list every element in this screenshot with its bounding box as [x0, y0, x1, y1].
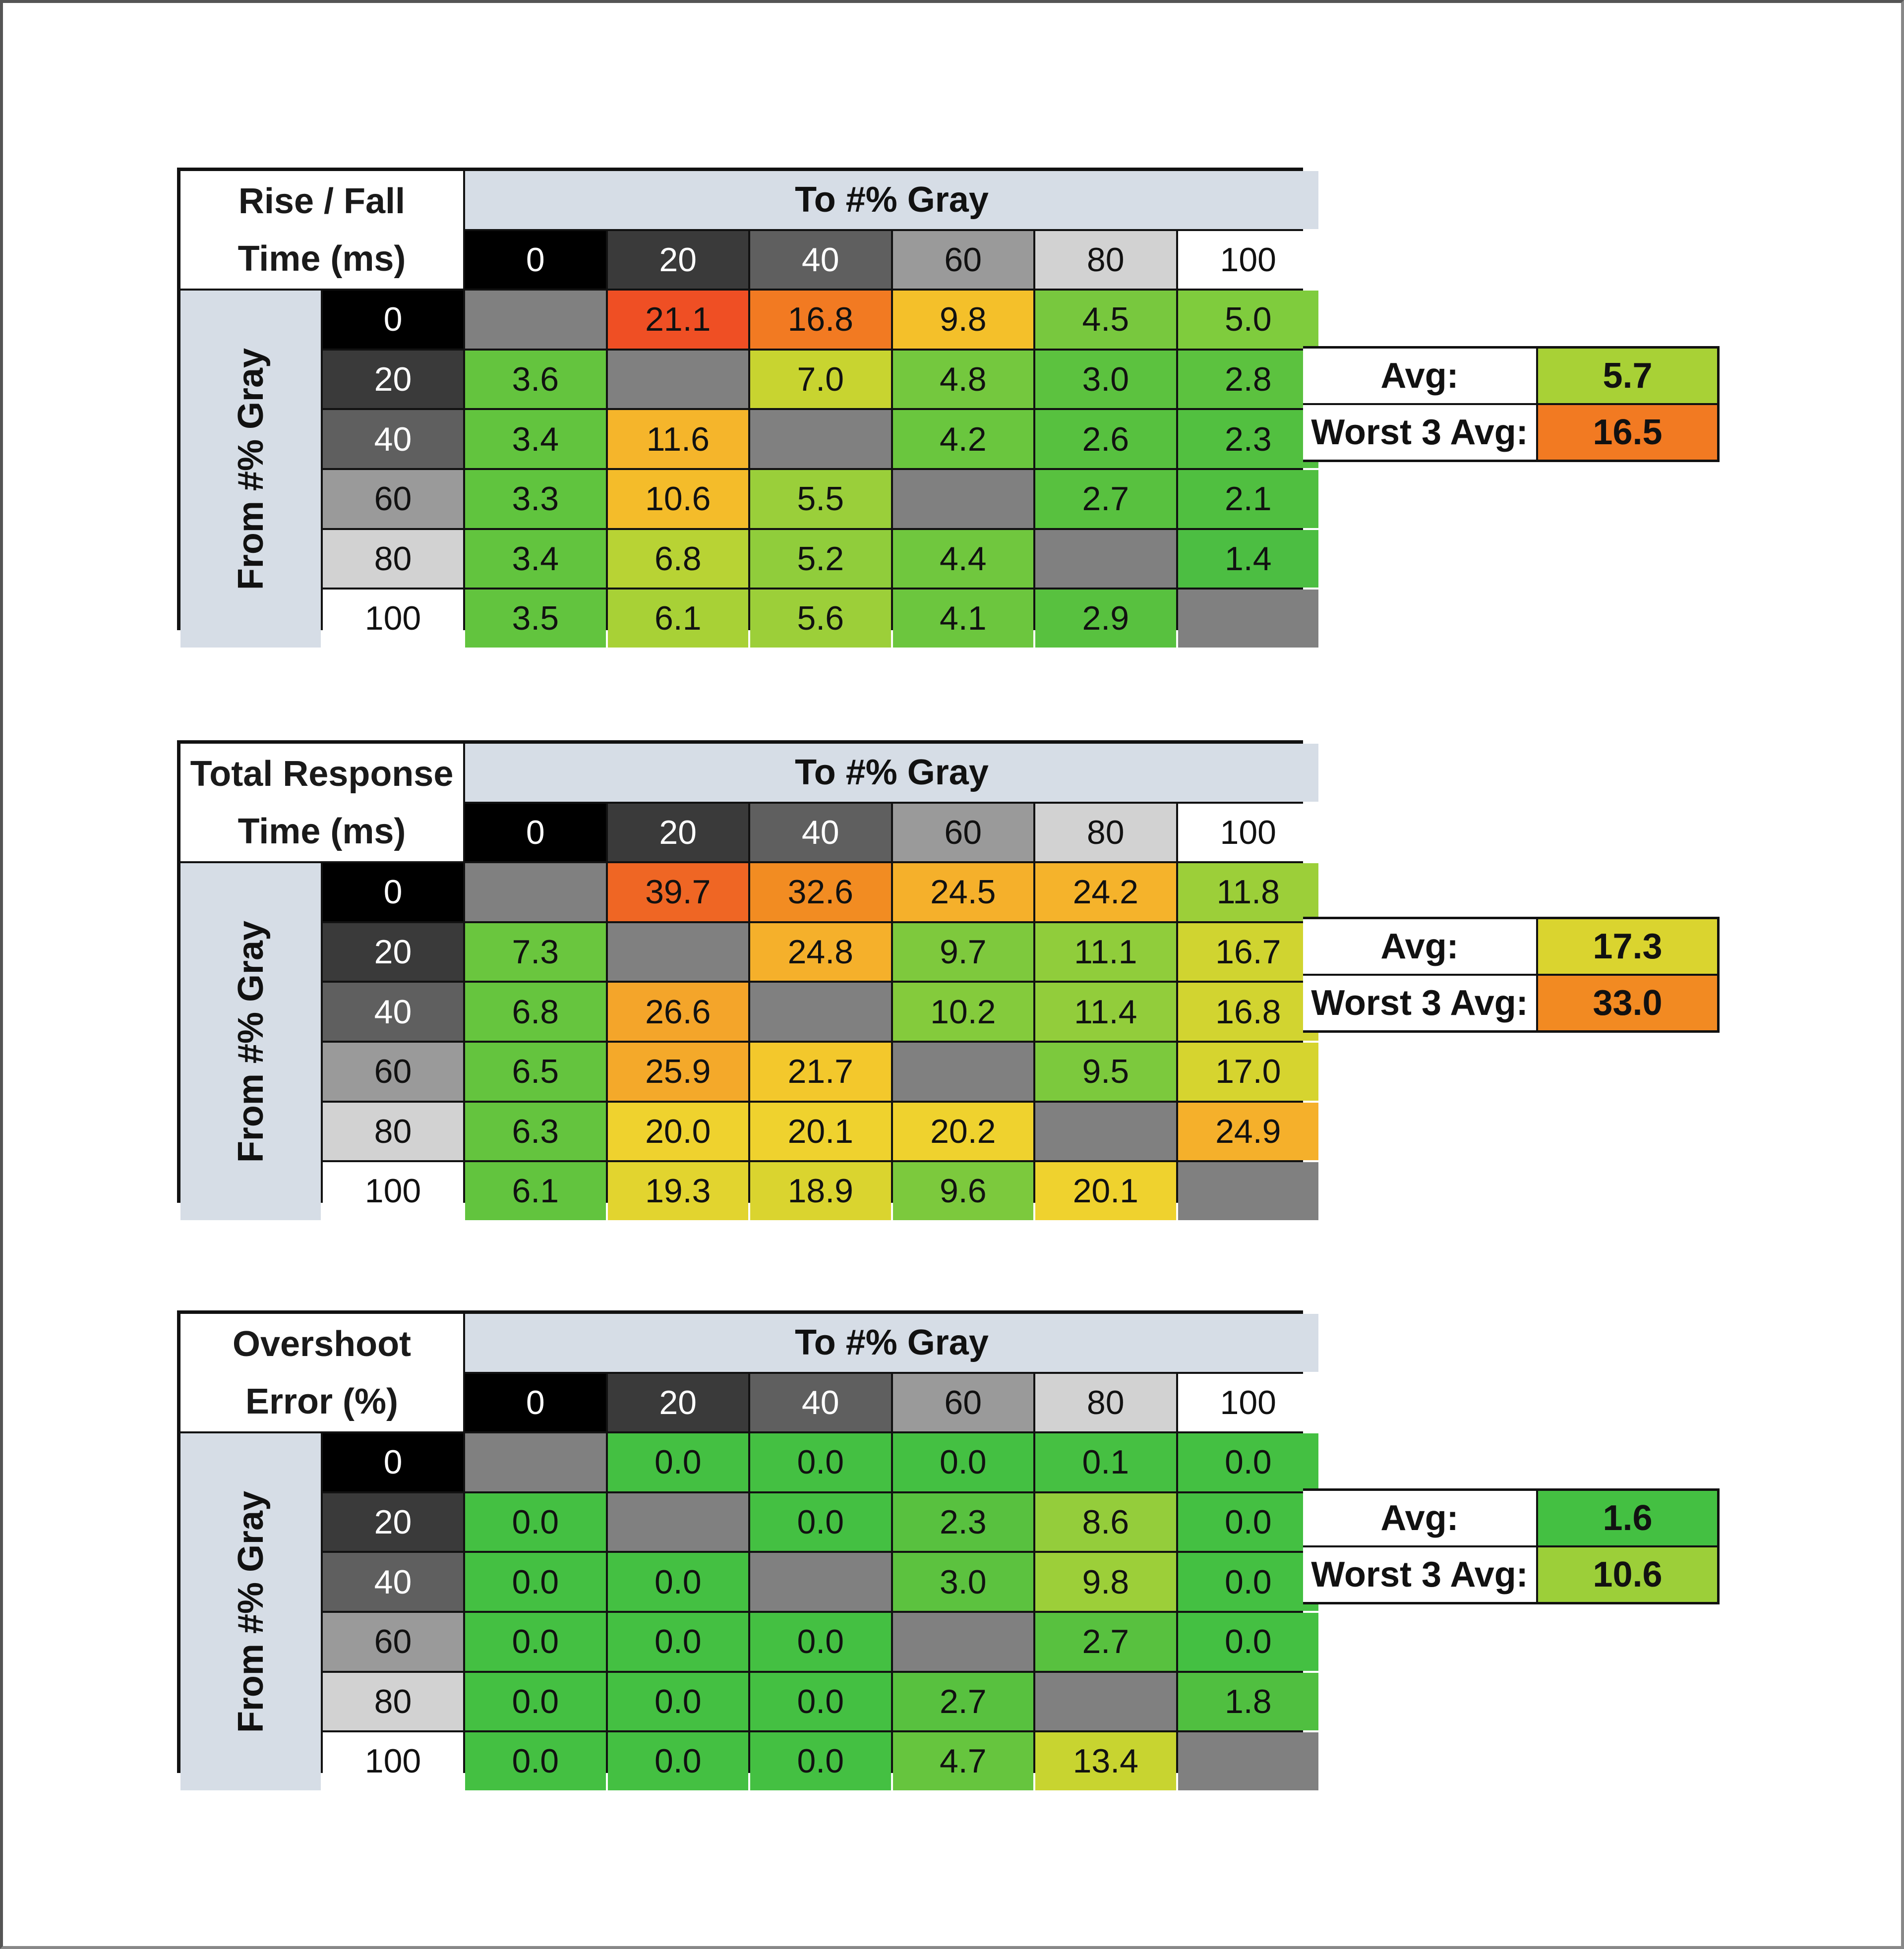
data-cell: 6.1: [608, 590, 749, 648]
data-cell: 20.1: [750, 1103, 891, 1161]
data-cell: 0.0: [608, 1673, 749, 1731]
worst-3-avg-value: 16.5: [1538, 405, 1717, 460]
data-cell: 0.0: [465, 1493, 606, 1551]
corner-title-line: Error (%): [245, 1381, 399, 1421]
diagonal-cell: [465, 863, 606, 921]
data-cell: 0.0: [750, 1673, 891, 1731]
overshoot-summary: [1303, 1488, 1720, 1604]
data-cell: 0.0: [750, 1613, 891, 1671]
data-cell: 20.0: [608, 1103, 749, 1161]
corner-title-line: Time (ms): [238, 238, 406, 279]
column-header: 60: [893, 1374, 1034, 1432]
row-header: 60: [323, 1043, 463, 1101]
data-cell: 5.5: [750, 470, 891, 528]
column-header: 60: [893, 804, 1034, 862]
column-header: 0: [465, 804, 606, 862]
diagonal-cell: [1035, 530, 1176, 588]
data-cell: 0.0: [465, 1553, 606, 1611]
worst-3-avg-value: 33.0: [1538, 976, 1717, 1030]
data-cell: 3.6: [465, 351, 606, 409]
data-cell: 6.8: [465, 983, 606, 1041]
data-cell: 0.0: [1178, 1553, 1319, 1611]
column-header: 100: [1178, 1374, 1319, 1432]
data-cell: 0.0: [465, 1613, 606, 1671]
data-cell: 4.8: [893, 351, 1034, 409]
column-header: 100: [1178, 231, 1319, 289]
column-header: 80: [1035, 804, 1176, 862]
diagonal-cell: [893, 470, 1034, 528]
data-cell: 2.9: [1035, 590, 1176, 648]
data-cell: 2.3: [1178, 410, 1319, 468]
total-response-grid: [177, 740, 1303, 1210]
x-axis-title: To #% Gray: [465, 171, 1318, 229]
data-cell: 0.0: [1178, 1493, 1319, 1551]
avg-label: Avg:: [1303, 1491, 1536, 1545]
data-cell: 0.0: [465, 1732, 606, 1790]
y-axis-title: [180, 1433, 321, 1790]
diagonal-cell: [893, 1613, 1034, 1671]
y-axis-title-text: From #% Gray: [231, 348, 271, 591]
data-cell: 9.6: [893, 1162, 1034, 1220]
corner-title: [180, 1314, 463, 1431]
data-cell: 10.6: [608, 470, 749, 528]
data-cell: 11.4: [1035, 983, 1176, 1041]
column-header: 20: [608, 231, 749, 289]
data-cell: 4.5: [1035, 291, 1176, 349]
column-header: 80: [1035, 1374, 1176, 1432]
column-header: 20: [608, 1374, 749, 1432]
diagonal-cell: [1035, 1103, 1176, 1161]
column-header: 40: [750, 1374, 891, 1432]
column-header: 0: [465, 1374, 606, 1432]
column-header: 40: [750, 804, 891, 862]
column-header: 0: [465, 231, 606, 289]
data-cell: 7.3: [465, 923, 606, 981]
worst-3-avg-value: 10.6: [1538, 1547, 1717, 1602]
data-cell: 11.6: [608, 410, 749, 468]
diagonal-cell: [1178, 1162, 1319, 1220]
y-axis-title-text: From #% Gray: [231, 920, 271, 1163]
data-cell: 10.2: [893, 983, 1034, 1041]
column-header: 60: [893, 231, 1034, 289]
data-cell: 21.1: [608, 291, 749, 349]
data-cell: 0.0: [1178, 1433, 1319, 1491]
row-header: 20: [323, 351, 463, 409]
data-cell: 11.1: [1035, 923, 1176, 981]
data-cell: 18.9: [750, 1162, 891, 1220]
avg-value: 1.6: [1538, 1491, 1717, 1545]
y-axis-title: [180, 863, 321, 1220]
row-header: 40: [323, 410, 463, 468]
avg-value: 5.7: [1538, 349, 1717, 403]
data-cell: 6.1: [465, 1162, 606, 1220]
row-header: 80: [323, 1673, 463, 1731]
diagonal-cell: [893, 1043, 1034, 1101]
row-header: 100: [323, 1162, 463, 1220]
data-cell: 20.2: [893, 1103, 1034, 1161]
column-header: 20: [608, 804, 749, 862]
data-cell: 7.0: [750, 351, 891, 409]
diagonal-cell: [608, 1493, 749, 1551]
data-cell: 4.7: [893, 1732, 1034, 1790]
data-cell: 8.6: [1035, 1493, 1176, 1551]
total-response-summary: [1303, 917, 1720, 1033]
row-header: 60: [323, 470, 463, 528]
diagonal-cell: [608, 351, 749, 409]
avg-value: 17.3: [1538, 919, 1717, 974]
row-header: 20: [323, 923, 463, 981]
data-cell: 17.0: [1178, 1043, 1319, 1101]
diagonal-cell: [750, 410, 891, 468]
corner-title: [180, 171, 463, 289]
data-cell: 3.4: [465, 410, 606, 468]
row-header: 20: [323, 1493, 463, 1551]
data-cell: 0.0: [750, 1732, 891, 1790]
y-axis-title: [180, 291, 321, 648]
data-cell: 5.6: [750, 590, 891, 648]
y-axis-title-text: From #% Gray: [231, 1490, 271, 1733]
data-cell: 16.8: [750, 291, 891, 349]
data-cell: 0.0: [608, 1553, 749, 1611]
row-header: 40: [323, 983, 463, 1041]
data-cell: 6.3: [465, 1103, 606, 1161]
corner-title-line: Overshoot: [232, 1324, 412, 1364]
data-cell: 19.3: [608, 1162, 749, 1220]
diagonal-cell: [750, 983, 891, 1041]
data-cell: 2.1: [1178, 470, 1319, 528]
corner-title-line: Total Response: [190, 754, 454, 794]
row-header: 0: [323, 291, 463, 349]
data-cell: 39.7: [608, 863, 749, 921]
rise-fall-matrix: [177, 168, 1303, 638]
data-cell: 11.8: [1178, 863, 1319, 921]
data-cell: 32.6: [750, 863, 891, 921]
row-header: 60: [323, 1613, 463, 1671]
data-cell: 0.1: [1035, 1433, 1176, 1491]
data-cell: 3.0: [1035, 351, 1176, 409]
rise-fall-summary: [1303, 346, 1720, 462]
data-cell: 6.5: [465, 1043, 606, 1101]
data-cell: 4.1: [893, 590, 1034, 648]
data-cell: 9.7: [893, 923, 1034, 981]
column-header: 100: [1178, 804, 1319, 862]
data-cell: 4.4: [893, 530, 1034, 588]
row-header: 0: [323, 1433, 463, 1491]
data-cell: 26.6: [608, 983, 749, 1041]
data-cell: 6.8: [608, 530, 749, 588]
diagonal-cell: [1178, 1732, 1319, 1790]
data-cell: 25.9: [608, 1043, 749, 1101]
data-cell: 24.9: [1178, 1103, 1319, 1161]
worst-3-avg-label: Worst 3 Avg:: [1303, 405, 1536, 460]
data-cell: 21.7: [750, 1043, 891, 1101]
data-cell: 9.5: [1035, 1043, 1176, 1101]
data-cell: 0.0: [750, 1493, 891, 1551]
diagonal-cell: [465, 1433, 606, 1491]
diagonal-cell: [1178, 590, 1319, 648]
overshoot-matrix: [177, 1310, 1303, 1780]
rise-fall-grid: [177, 168, 1303, 638]
avg-label: Avg:: [1303, 919, 1536, 974]
diagonal-cell: [608, 923, 749, 981]
row-header: 80: [323, 1103, 463, 1161]
data-cell: 3.5: [465, 590, 606, 648]
data-cell: 3.0: [893, 1553, 1034, 1611]
overshoot-grid: [177, 1310, 1303, 1780]
x-axis-title: To #% Gray: [465, 1314, 1318, 1372]
avg-label: Avg:: [1303, 349, 1536, 403]
row-header: 0: [323, 863, 463, 921]
data-cell: 2.7: [1035, 1613, 1176, 1671]
data-cell: 0.0: [893, 1433, 1034, 1491]
worst-3-avg-label: Worst 3 Avg:: [1303, 1547, 1536, 1602]
diagonal-cell: [750, 1553, 891, 1611]
total-response-matrix: [177, 740, 1303, 1210]
diagonal-cell: [1035, 1673, 1176, 1731]
data-cell: 0.0: [750, 1433, 891, 1491]
data-cell: 2.6: [1035, 410, 1176, 468]
data-cell: 24.2: [1035, 863, 1176, 921]
data-cell: 0.0: [465, 1673, 606, 1731]
corner-title: [180, 744, 463, 861]
row-header: 80: [323, 530, 463, 588]
data-cell: 2.7: [1035, 470, 1176, 528]
diagonal-cell: [465, 291, 606, 349]
data-cell: 5.2: [750, 530, 891, 588]
data-cell: 9.8: [1035, 1553, 1176, 1611]
data-cell: 24.8: [750, 923, 891, 981]
x-axis-title: To #% Gray: [465, 744, 1318, 802]
row-header: 100: [323, 1732, 463, 1790]
data-cell: 9.8: [893, 291, 1034, 349]
worst-3-avg-label: Worst 3 Avg:: [1303, 976, 1536, 1030]
row-header: 40: [323, 1553, 463, 1611]
data-cell: 0.0: [608, 1433, 749, 1491]
corner-title-line: Time (ms): [238, 811, 406, 851]
data-cell: 2.7: [893, 1673, 1034, 1731]
data-cell: 2.3: [893, 1493, 1034, 1551]
column-header: 40: [750, 231, 891, 289]
data-cell: 3.3: [465, 470, 606, 528]
data-cell: 0.0: [1178, 1613, 1319, 1671]
data-cell: 16.7: [1178, 923, 1319, 981]
data-cell: 16.8: [1178, 983, 1319, 1041]
data-cell: 1.4: [1178, 530, 1319, 588]
column-header: 80: [1035, 231, 1176, 289]
data-cell: 20.1: [1035, 1162, 1176, 1220]
data-cell: 1.8: [1178, 1673, 1319, 1731]
data-cell: 5.0: [1178, 291, 1319, 349]
data-cell: 0.0: [608, 1613, 749, 1671]
row-header: 100: [323, 590, 463, 648]
data-cell: 24.5: [893, 863, 1034, 921]
data-cell: 2.8: [1178, 351, 1319, 409]
data-cell: 13.4: [1035, 1732, 1176, 1790]
data-cell: 3.4: [465, 530, 606, 588]
data-cell: 4.2: [893, 410, 1034, 468]
corner-title-line: Rise / Fall: [238, 181, 406, 221]
data-cell: 0.0: [608, 1732, 749, 1790]
